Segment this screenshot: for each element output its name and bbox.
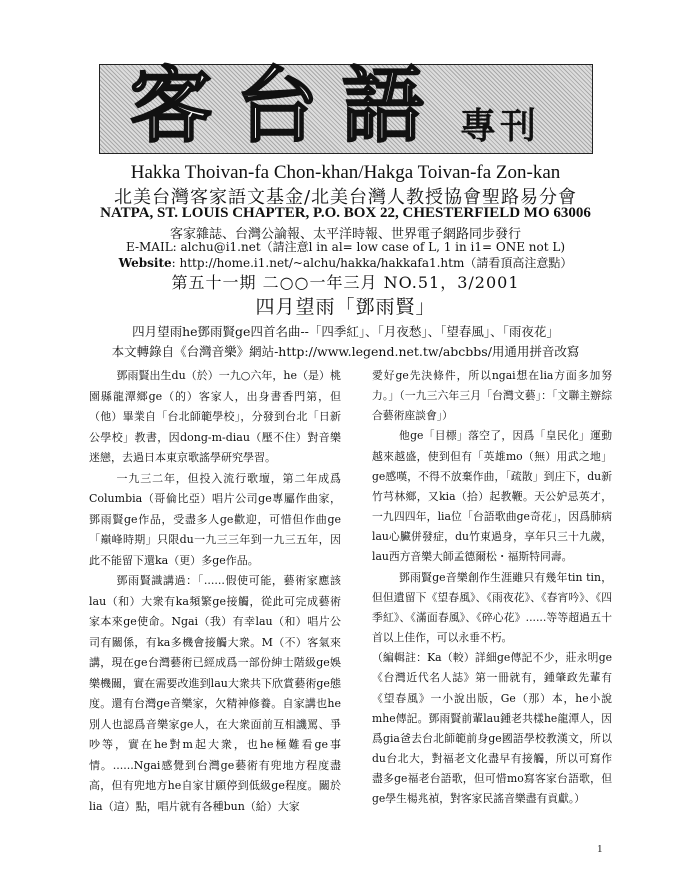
- masthead-title: 客台語: [130, 59, 449, 154]
- paragraph: 他ge「目標」落空了，因爲「皇民化」運動越來越盛，使到但有「英雄mo（無）用武之地」ge感嘆，不得不放棄作曲，「疏散」到庄下，du新竹芎林鄉，又kia（拾）起教鞭。天公妒忌英才，一九四四年，lia位「台語歌曲ge奇花」，因爲肺病lau心臟併發症，du竹東過身，享年只三十九歲，lau西方音樂大師孟德爾松・福斯特同壽。: [372, 429, 612, 564]
- article-title: 四月望雨「鄧雨賢」: [255, 296, 436, 318]
- paragraph: 愛好ge先決條件，所以ngai想在lia方面多加努力。」（一九三六年三月「台灣文藝」：「文聯主辦綜合藝術座談會」）: [372, 369, 612, 423]
- article-intro-1: 四月望雨he鄧雨賢ge四首名曲--「四季紅」、「月夜愁」、「望春風」、「雨夜花」: [132, 324, 559, 339]
- left-column: [89, 366, 341, 817]
- masthead-subtitle: 專刊: [460, 106, 541, 147]
- website-url: : http://home.i1.net/~alchu/hakka/hakkafa1.htm（請看頂高注意點）: [171, 256, 573, 270]
- paragraph: 鄧雨賢ge音樂創作生涯雖只有幾年tin tin，但但遺留下《望春風》、《雨夜花》、《春宵吟》、《四季紅》、《滿面春風》、《碎心花》......等等超過五十首以上佳作，可以永垂不朽。: [372, 570, 612, 645]
- paragraph: （編輯註：Ka（較）詳細ge傳記不少，莊永明ge《台灣近代名人誌》第一冊就有，鍾肇政先輩有《望春風》一小說出版，Ge（那）本，he小說mhe傳記。鄧雨賢前輩lau鍾老共樣he龍潭人，因爲gia爸去台北師範前身ge國語學校教漢文，所以du台北大，對福老文化盡早有接觸，所以可寫作盡多ge福老台語歌，但可惜mo寫客家台語歌，但ge學生楊兆禎，對客家民謠音樂盡有貢獻。）: [372, 651, 612, 806]
- publisher-chinese: 北美台灣客家語文基金/北美台灣人教授協會聖路易分會: [113, 187, 578, 208]
- paragraph: 一九三二年，但投入流行歌壇，第二年成爲Columbia（哥倫比亞）唱片公司ge專屬作曲家，鄧雨賢ge作品，受盡多人ge歡迎，可惜但作曲ge「巔峰時期」只限du一九三三年到一九三五年，因此不能留下還ka（更）多ge作品。: [89, 471, 341, 567]
- romanized-title: Hakka Thoivan-fa Chon-khan/Hakga Toivan-fa Zon-kan: [130, 162, 561, 183]
- syndication-line: 客家雜誌、台灣公論報、太平洋時報、世界電子網路同步發行: [169, 227, 521, 242]
- publisher-address: NATPA, ST. LOUIS CHAPTER, P.O. BOX 22, CHESTERFIELD MO 63006: [100, 205, 591, 221]
- right-column: [372, 366, 612, 809]
- issue-line: 第五十一期 二○○一年三月 NO.51，3/2001: [171, 273, 520, 292]
- email-line: E-MAIL: alchu@i1.net（請注意l in al= low case of L, 1 in i1= ONE not L): [125, 240, 566, 254]
- masthead-banner: [99, 59, 593, 154]
- article-intro-2: 本文轉錄自《台灣音樂》網站-http://www.legend.net.tw/abcbbs/用通用拼音改寫: [111, 344, 580, 359]
- website-line: [0, 254, 691, 271]
- paragraph: 鄧雨賢出生du（於）一九○六年，he（是）桃園縣龍潭鄉ge（的）客家人，出身書香門第，但（他）畢業自「台北師範學校」，分發到台北「日新公學校」教書，因dong-m-diau（壓不住）對音樂迷戀，去過日本東京歌謠學研究學習。: [89, 369, 341, 464]
- website-label: Website: [118, 256, 172, 270]
- paragraph: 鄧雨賢識講過：「......假使可能，藝術家應該lau（和）大衆有ka頻繁ge接觸，從此可完成藝術家本來ge使命。Ngai（我）有幸lau（和）唱片公司有關係，有ka多機會接觸大衆。M（不）客氣來講，現在ge台灣藝術已經成爲一部份紳士階級ge娛樂機關，實在需要改進到lau大衆共下欣賞藝術ge態度。還有台灣ge音樂家，欠精神修養。自家講也he別人也認爲音樂家ge人，在大衆面前互相譏罵、爭吵等，實在he對m起大衆，也he極難看ge事情。......Ngai感覺到台灣ge藝術有兜地方程度盡高，但有兜地方he自家甘願停到低級ge程度。關於lia（這）點，唱片就有各種bun（給）大家: [89, 574, 341, 813]
- page-number: 1: [597, 843, 603, 855]
